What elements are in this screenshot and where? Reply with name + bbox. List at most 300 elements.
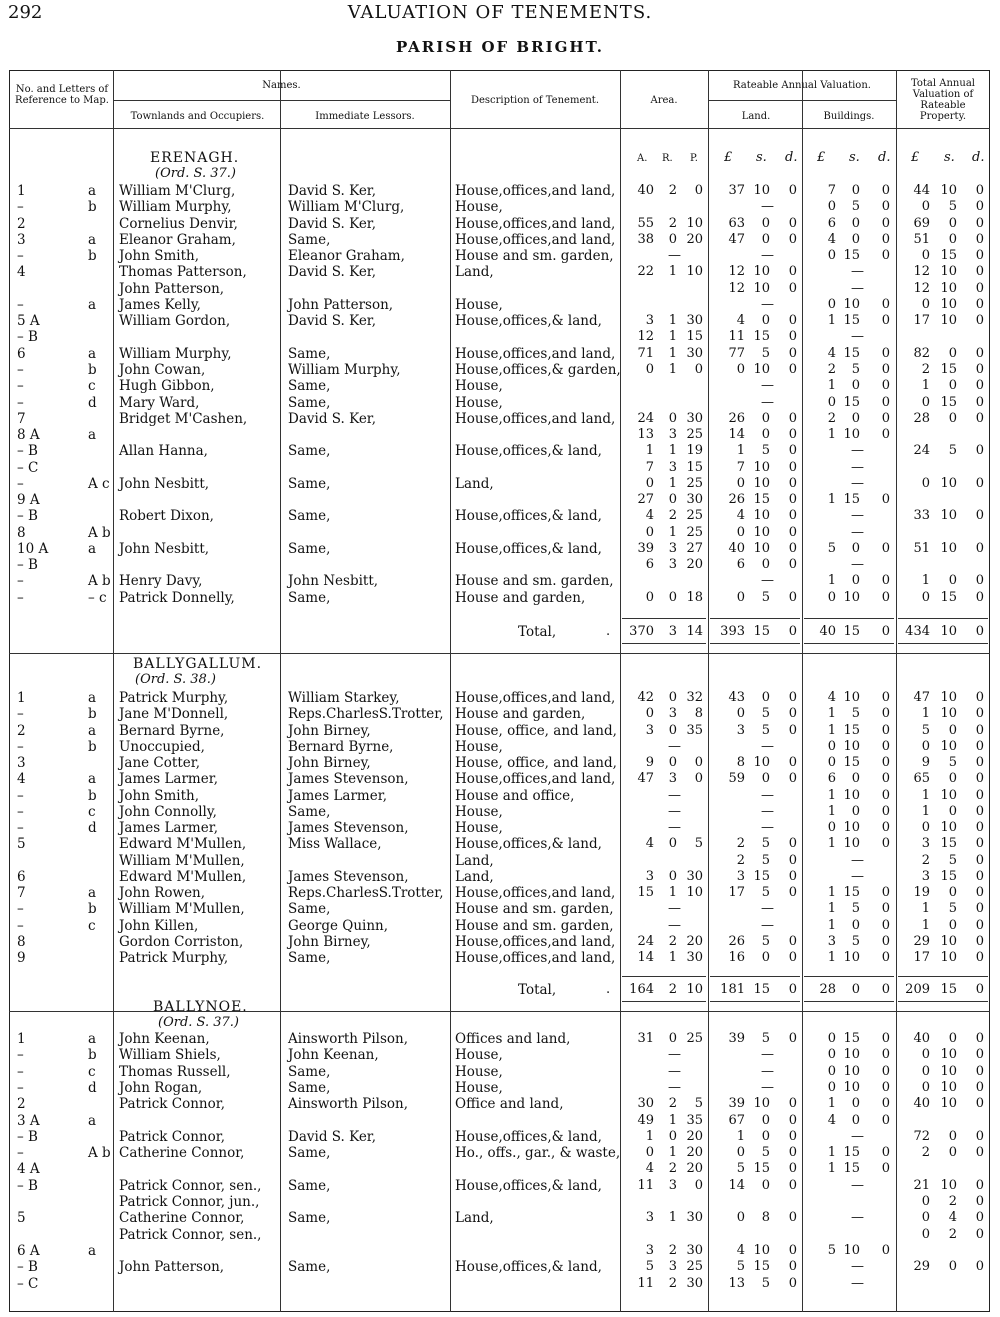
map-ref-letter: c (88, 804, 96, 820)
unit-label: d. (785, 150, 798, 165)
buildings-value: 15 (843, 885, 860, 900)
area-value-dash: — (668, 1047, 681, 1062)
total-value: 10 (940, 950, 957, 965)
total-value: 0 (975, 788, 984, 803)
buildings-value: 0 (881, 590, 890, 605)
land-value: 1 (736, 1129, 745, 1144)
buildings-value: 0 (881, 1161, 890, 1176)
occupier-name: Cornelius Denvir, (119, 216, 238, 232)
buildings-value: 10 (843, 690, 860, 705)
area-value: 4 (645, 1161, 654, 1176)
section-title: BALLYNOE. (153, 999, 248, 1015)
land-value: 0 (788, 525, 797, 540)
total-value: 0 (921, 1080, 930, 1095)
grand-total: 15 (940, 982, 957, 997)
land-value: 0 (788, 346, 797, 361)
total-value: 0 (921, 1227, 930, 1242)
buildings-total: 15 (843, 624, 860, 639)
area-total: 3 (668, 624, 677, 639)
buildings-value: 1 (827, 901, 836, 916)
header-townlands: Townlands and Occupiers. (130, 111, 265, 122)
total-value: 2 (921, 853, 930, 868)
tenement-description: Ho., offs., gar., & waste, (455, 1145, 621, 1161)
area-value: 1 (668, 264, 677, 279)
area-value: 30 (686, 346, 703, 361)
total-value: 0 (975, 771, 984, 786)
lessor-name: Same, (288, 378, 331, 394)
tenement-description: House,offices,and land, (455, 411, 616, 427)
total-value: 0 (948, 804, 957, 819)
occupier-name: Eleanor Graham, (119, 232, 236, 248)
total-value: 15 (940, 869, 957, 884)
buildings-value: 1 (827, 804, 836, 819)
total-rule (710, 1001, 800, 1002)
total-rule (804, 1001, 894, 1002)
total-value: 5 (948, 443, 957, 458)
total-value: 0 (975, 232, 984, 247)
tenement-description: House, (455, 1080, 503, 1096)
buildings-value: 0 (851, 573, 860, 588)
unit-label: £ (817, 150, 826, 165)
total-value: 0 (975, 264, 984, 279)
occupier-name: James Larmer, (119, 771, 218, 787)
buildings-value: 0 (881, 918, 890, 933)
area-value: 6 (645, 557, 654, 572)
buildings-value: 0 (881, 573, 890, 588)
land-value: 10 (753, 541, 770, 556)
area-value: 0 (645, 1145, 654, 1160)
land-value: 0 (761, 1178, 770, 1193)
area-value-dash: — (668, 1080, 681, 1095)
total-value: 0 (975, 541, 984, 556)
section-ord: (Ord. S. 37.) (155, 166, 236, 181)
buildings-value: 10 (843, 1243, 860, 1258)
buildings-total: 28 (819, 982, 836, 997)
area-value: 1 (668, 525, 677, 540)
total-value: 0 (921, 1210, 930, 1225)
area-value: 30 (686, 1243, 703, 1258)
buildings-value: 1 (827, 378, 836, 393)
map-ref-number: 1 (17, 690, 26, 706)
tenement-description: Land, (455, 264, 494, 280)
area-value: 30 (686, 411, 703, 426)
buildings-value-dash: — (851, 1129, 864, 1144)
buildings-value: 0 (881, 820, 890, 835)
unit-label: s. (944, 150, 955, 165)
occupier-name: Patrick Connor, (119, 1096, 225, 1112)
buildings-value: 10 (843, 1064, 860, 1079)
land-value: 15 (753, 329, 770, 344)
buildings-value: 0 (881, 1096, 890, 1111)
buildings-value: 0 (827, 395, 836, 410)
tenement-description: House and sm. garden, (455, 573, 614, 589)
buildings-value: 2 (827, 362, 836, 377)
map-ref-number: – (17, 476, 24, 492)
total-value: 0 (975, 950, 984, 965)
land-value: 26 (728, 934, 745, 949)
occupier-name: John Patterson, (119, 1259, 225, 1275)
map-ref-number: – B (17, 1178, 38, 1194)
lessor-name: William M'Clurg, (288, 199, 405, 215)
area-value: 8 (694, 706, 703, 721)
lessor-name: John Birney, (288, 723, 371, 739)
total-rule (710, 618, 800, 619)
lessor-name: James Stevenson, (288, 869, 409, 885)
land-value: 0 (788, 690, 797, 705)
land-value: 11 (728, 329, 745, 344)
area-value: 3 (668, 427, 677, 442)
map-ref-number: 6 (17, 346, 26, 362)
area-value: 1 (668, 1113, 677, 1128)
land-value: 5 (761, 853, 770, 868)
total-value: 10 (940, 476, 957, 491)
land-value: 0 (788, 329, 797, 344)
land-value: 0 (788, 1129, 797, 1144)
buildings-value: 0 (881, 362, 890, 377)
buildings-value-dash: — (851, 508, 864, 523)
header-area: Area. (650, 95, 678, 106)
total-value: 0 (921, 1047, 930, 1062)
lessor-name: Same, (288, 804, 331, 820)
map-ref-number: – C (17, 1276, 39, 1292)
area-value: 2 (668, 216, 677, 231)
buildings-value: 0 (881, 1031, 890, 1046)
tenement-description: House, (455, 820, 503, 836)
land-value: 0 (788, 313, 797, 328)
buildings-value: 0 (827, 1031, 836, 1046)
total-value: 1 (921, 378, 930, 393)
tenement-description: House and sm. garden, (455, 901, 614, 917)
buildings-value: 1 (827, 950, 836, 965)
map-ref-number: – (17, 590, 24, 606)
total-value: 0 (975, 1194, 984, 1209)
land-value: 5 (761, 1031, 770, 1046)
lessor-name: Eleanor Graham, (288, 248, 405, 264)
land-value: 0 (736, 1210, 745, 1225)
occupier-name: Patrick Donnelly, (119, 590, 235, 606)
map-ref-letter: A b (88, 573, 111, 589)
lessor-name: Same, (288, 1210, 331, 1226)
total-value: 0 (975, 590, 984, 605)
buildings-value: 5 (851, 362, 860, 377)
area-value: 2 (668, 1243, 677, 1258)
map-ref-number: 8 (17, 934, 26, 950)
land-value: 0 (788, 362, 797, 377)
buildings-value: 3 (827, 934, 836, 949)
buildings-value: 0 (827, 739, 836, 754)
area-value: 0 (645, 525, 654, 540)
land-value: 15 (753, 869, 770, 884)
buildings-value: 0 (881, 346, 890, 361)
total-value: 0 (948, 1259, 957, 1274)
total-label: Total, (518, 624, 557, 640)
area-value: 3 (645, 313, 654, 328)
land-value-dash: — (761, 918, 774, 933)
header-description: Description of Tenement. (470, 95, 599, 106)
buildings-value: 0 (827, 1064, 836, 1079)
area-value: 12 (637, 329, 654, 344)
map-ref-number: – (17, 706, 24, 722)
buildings-value: 4 (827, 346, 836, 361)
buildings-value: 15 (843, 723, 860, 738)
buildings-value-dash: — (851, 476, 864, 491)
land-value: 0 (761, 411, 770, 426)
occupier-name: William M'Clurg, (119, 183, 236, 199)
buildings-value-dash: — (851, 264, 864, 279)
map-ref-number: 10 A (17, 541, 49, 557)
lessor-name: David S. Ker, (288, 1129, 377, 1145)
occupier-name: Patrick Connor, jun., (119, 1194, 260, 1210)
buildings-value-dash: — (851, 443, 864, 458)
total-value: 17 (913, 950, 930, 965)
area-value: 15 (686, 329, 703, 344)
occupier-name: Catherine Connor, (119, 1145, 245, 1161)
occupier-name: John Killen, (119, 918, 199, 934)
column-divider (280, 70, 281, 1312)
total-value: 51 (913, 232, 930, 247)
land-value: 0 (788, 1243, 797, 1258)
land-value: 10 (753, 525, 770, 540)
land-value: 0 (788, 1259, 797, 1274)
area-total: 164 (629, 982, 654, 997)
unit-label: s. (849, 150, 860, 165)
land-value-dash: — (761, 1080, 774, 1095)
area-value: 7 (645, 460, 654, 475)
land-value: 15 (753, 1161, 770, 1176)
buildings-value: 0 (827, 590, 836, 605)
total-value: 0 (975, 183, 984, 198)
lessor-name: David S. Ker, (288, 411, 377, 427)
area-value: 3 (645, 723, 654, 738)
occupier-name: Unoccupied, (119, 739, 205, 755)
total-value: 0 (948, 216, 957, 231)
land-value: 0 (736, 590, 745, 605)
area-value: 14 (637, 950, 654, 965)
map-ref-letter: a (88, 1031, 97, 1047)
buildings-total: 0 (851, 982, 860, 997)
area-value: 2 (668, 934, 677, 949)
area-value-dash: — (668, 248, 681, 263)
total-value: 1 (921, 918, 930, 933)
tenement-description: House,offices,and land, (455, 934, 616, 950)
buildings-value: 0 (881, 755, 890, 770)
occupier-name: John Rowen, (119, 885, 206, 901)
map-ref-letter: a (88, 723, 97, 739)
buildings-value: 0 (827, 1080, 836, 1095)
total-value: 0 (921, 248, 930, 263)
lessor-name: Same, (288, 476, 331, 492)
total-value: 1 (921, 788, 930, 803)
tenement-description: House and sm. garden, (455, 248, 614, 264)
total-value: 0 (948, 1031, 957, 1046)
total-value: 5 (948, 901, 957, 916)
occupier-name: Bridget M'Cashen, (119, 411, 248, 427)
total-value: 1 (921, 804, 930, 819)
area-value: 25 (686, 427, 703, 442)
land-value: 4 (736, 313, 745, 328)
tenement-description: Land, (455, 869, 494, 885)
tenement-description: Land, (455, 476, 494, 492)
buildings-value: 0 (881, 199, 890, 214)
tenement-description: House, (455, 297, 503, 313)
area-value: 0 (668, 836, 677, 851)
total-label: Total, (518, 982, 557, 998)
area-value: 20 (686, 232, 703, 247)
total-value: 10 (940, 1178, 957, 1193)
area-value: 1 (668, 313, 677, 328)
area-value: 20 (686, 1129, 703, 1144)
lessor-name: Same, (288, 1080, 331, 1096)
total-value: 4 (948, 1210, 957, 1225)
buildings-value: 1 (827, 706, 836, 721)
total-value: 29 (913, 934, 930, 949)
buildings-value-dash: — (851, 1178, 864, 1193)
lessor-name: David S. Ker, (288, 264, 377, 280)
buildings-value: 0 (881, 950, 890, 965)
land-value: 5 (761, 706, 770, 721)
land-value: 0 (761, 232, 770, 247)
total-value: 0 (921, 476, 930, 491)
tenement-description: House,offices,& land, (455, 1259, 602, 1275)
area-value: 3 (668, 1259, 677, 1274)
map-ref-letter: a (88, 346, 97, 362)
area-value: 25 (686, 508, 703, 523)
occupier-name: Allan Hanna, (119, 443, 208, 459)
buildings-value: 0 (881, 1047, 890, 1062)
map-ref-letter: a (88, 427, 97, 443)
area-value: 10 (686, 885, 703, 900)
map-ref-letter: b (88, 248, 97, 264)
land-value: 0 (788, 590, 797, 605)
unit-label: s. (756, 150, 767, 165)
area-value: 40 (637, 183, 654, 198)
occupier-name: William Gordon, (119, 313, 231, 329)
map-ref-number: – (17, 739, 24, 755)
tenement-description: House, (455, 378, 503, 394)
buildings-value: 10 (843, 590, 860, 605)
total-value: 0 (975, 901, 984, 916)
occupier-name: Edward M'Mullen, (119, 836, 247, 852)
buildings-value: 0 (881, 1243, 890, 1258)
area-value: 0 (668, 690, 677, 705)
map-ref-letter: d (88, 820, 97, 836)
tenement-description: House and sm. garden, (455, 918, 614, 934)
buildings-value: 10 (843, 297, 860, 312)
lessor-name: James Stevenson, (288, 771, 409, 787)
total-value: 29 (913, 1259, 930, 1274)
occupier-name: John Nesbitt, (119, 476, 210, 492)
total-value: 72 (913, 1129, 930, 1144)
buildings-value: 10 (843, 739, 860, 754)
tenement-description: House, (455, 395, 503, 411)
total-value: 19 (913, 885, 930, 900)
total-value: 5 (948, 199, 957, 214)
map-ref-number: 9 (17, 950, 26, 966)
map-ref-number: – (17, 1047, 24, 1063)
occupier-name: William Murphy, (119, 346, 232, 362)
header-buildings: Buildings. (823, 111, 875, 122)
map-ref-number: – (17, 573, 24, 589)
tenement-description: House,offices,and land, (455, 216, 616, 232)
header-rateable: Rateable Annual Valuation. (733, 80, 871, 91)
total-value: 0 (975, 573, 984, 588)
total-value: 10 (940, 1080, 957, 1095)
buildings-value: 0 (881, 739, 890, 754)
map-ref-letter: a (88, 1113, 97, 1129)
buildings-value: 0 (881, 492, 890, 507)
tenement-description: House,offices,and land, (455, 771, 616, 787)
occupier-name: James Larmer, (119, 820, 218, 836)
area-value: 1 (668, 950, 677, 965)
land-value-dash: — (761, 573, 774, 588)
lessor-name: John Patterson, (288, 297, 394, 313)
area-value: 11 (637, 1276, 654, 1291)
total-value: 2 (948, 1194, 957, 1209)
buildings-value-dash: — (851, 557, 864, 572)
buildings-value: 1 (827, 836, 836, 851)
total-value: 0 (948, 885, 957, 900)
area-value: 32 (686, 690, 703, 705)
total-value: 0 (975, 836, 984, 851)
tenement-description: Office and land, (455, 1096, 564, 1112)
total-value: 40 (913, 1096, 930, 1111)
map-ref-number: 3 (17, 232, 26, 248)
total-value: 24 (913, 443, 930, 458)
grand-total: 0 (975, 982, 984, 997)
land-value: 5 (761, 346, 770, 361)
land-total: 0 (788, 624, 797, 639)
total-value: 17 (913, 313, 930, 328)
tenement-description: House, (455, 1047, 503, 1063)
occupier-name: Jane M'Donnell, (119, 706, 229, 722)
buildings-value-dash: — (851, 869, 864, 884)
map-ref-number: – (17, 788, 24, 804)
occupier-name: Bernard Byrne, (119, 723, 225, 739)
land-value-dash: — (761, 804, 774, 819)
buildings-value: 0 (881, 1080, 890, 1095)
tenement-description: House,offices,and land, (455, 346, 616, 362)
land-value: 0 (788, 216, 797, 231)
area-value: 55 (637, 216, 654, 231)
total-value: 0 (975, 508, 984, 523)
total-value: 28 (913, 411, 930, 426)
total-value: 10 (940, 706, 957, 721)
buildings-value: 0 (881, 1064, 890, 1079)
occupier-name: Patrick Connor, sen., (119, 1227, 262, 1243)
area-value-dash: — (668, 739, 681, 754)
buildings-value: 7 (827, 183, 836, 198)
buildings-value: 1 (827, 1096, 836, 1111)
land-value: 0 (788, 232, 797, 247)
land-value: 0 (788, 1113, 797, 1128)
area-value: 0 (645, 590, 654, 605)
area-value: 0 (668, 1129, 677, 1144)
area-value: 30 (686, 1276, 703, 1291)
land-value: 10 (753, 1096, 770, 1111)
land-value-dash: — (761, 297, 774, 312)
tenement-description: House,offices,and land, (455, 885, 616, 901)
area-value: 0 (645, 476, 654, 491)
area-value: 18 (686, 590, 703, 605)
unit-label: P. (690, 153, 698, 164)
total-value: 0 (975, 739, 984, 754)
land-value: 14 (728, 1178, 745, 1193)
area-value: 1 (668, 476, 677, 491)
buildings-value: 1 (827, 1161, 836, 1176)
area-value: 20 (686, 1145, 703, 1160)
area-value-dash: — (668, 788, 681, 803)
buildings-value: 0 (851, 1113, 860, 1128)
